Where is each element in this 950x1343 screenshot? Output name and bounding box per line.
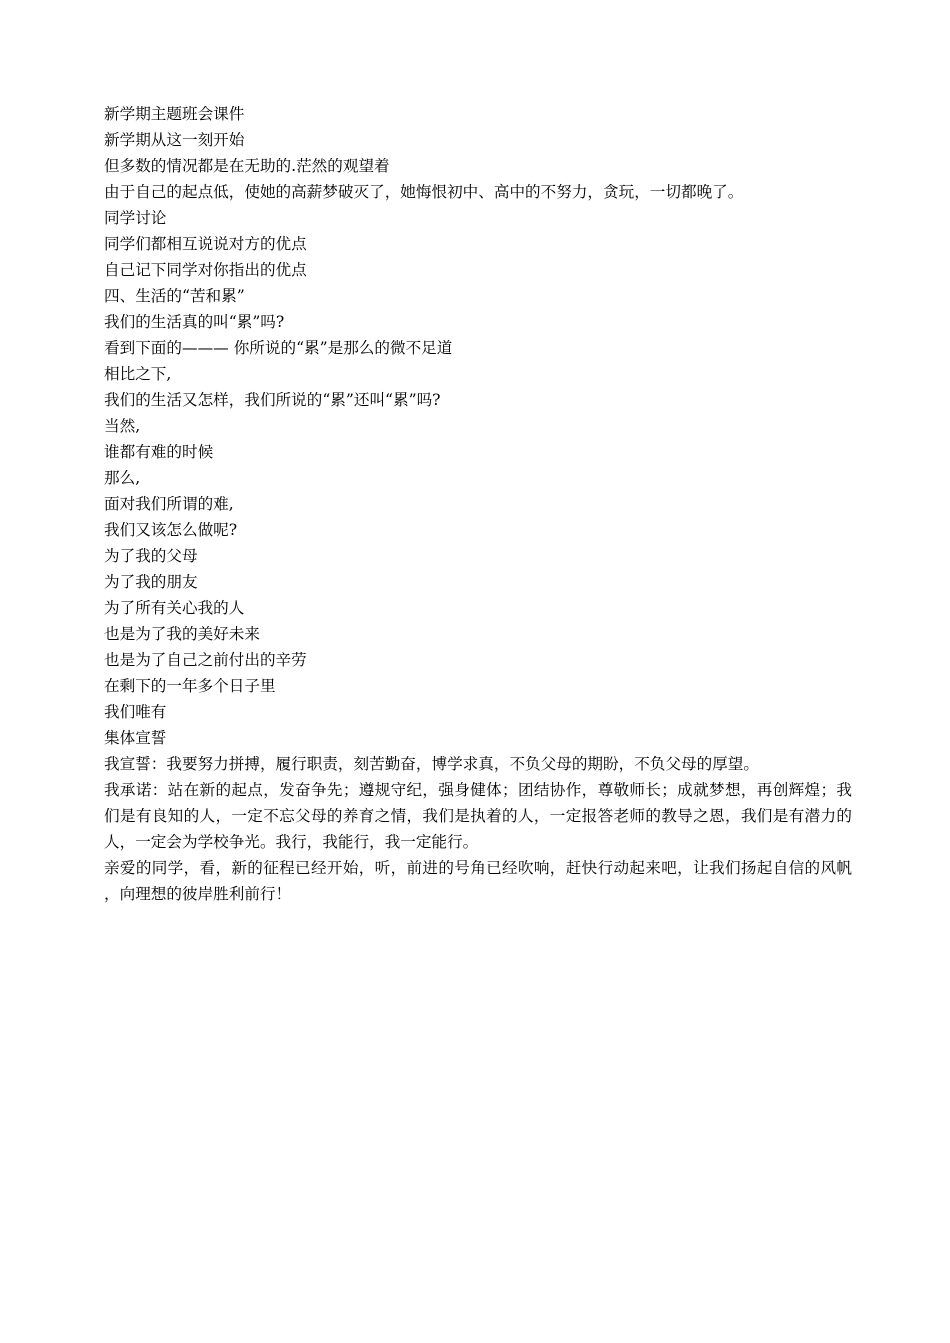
document-page (104, 101, 852, 907)
text-line: 同学们都相互说说对方的优点 (104, 235, 307, 253)
text-line: 在剩下的一年多个日子里 (104, 677, 276, 695)
text-line: 那么, (104, 469, 141, 487)
text-line: 为了所有关心我的人 (104, 599, 245, 617)
text-line: 但多数的情况都是在无助的.茫然的观望着 (104, 157, 390, 175)
text-line: 为了我的父母 (104, 547, 198, 565)
text-line: 我们又该怎么做呢? (104, 521, 238, 539)
text-line: 自己记下同学对你指出的优点 (104, 261, 307, 279)
pledge-paragraph: 我承诺：站在新的起点，发奋争先；遵规守纪，强身健体；团结协作，尊敬师长；成就梦想，再创辉煌；我们是有良知的人，一定不忘父母的养育之情，我们是执着的人，一定报答老师的教导之恩，我们是有潜力的人，一定会为学校争光。我行，我能行，我一定能行。 (104, 781, 852, 851)
text-line: 也是为了自己之前付出的辛劳 (104, 651, 307, 669)
text-line: 面对我们所谓的难, (104, 495, 234, 513)
text-line: 我们唯有 (104, 703, 167, 721)
closing-paragraph: 亲爱的同学，看，新的征程已经开始，听，前进的号角已经吹响，赶快行动起来吧，让我们扬起自信的风帆，向理想的彼岸胜利前行！ (104, 859, 852, 903)
section-heading: 同学讨论 (104, 209, 167, 227)
text-line: 我们的生活真的叫“累”吗? (104, 313, 285, 331)
document-title: 新学期主题班会课件 (104, 105, 245, 123)
section-heading: 四、生活的“苦和累” (104, 287, 245, 305)
section-heading: 集体宣誓 (104, 729, 167, 747)
text-line: 为了我的朋友 (104, 573, 198, 591)
text-line: 我宣誓：我要努力拼搏，履行职责，刻苦勤奋，博学求真，不负父母的期盼，不负父母的厚望。 (104, 755, 759, 773)
text-line: 新学期从这一刻开始 (104, 131, 245, 149)
text-line: 我们的生活又怎样，我们所说的“累”还叫“累”吗? (104, 391, 441, 409)
text-line: 谁都有难的时候 (104, 443, 214, 461)
text-line: 看到下面的——— 你所说的“累”是那么的微不足道 (104, 339, 453, 357)
text-line: 当然, (104, 417, 141, 435)
text-line: 由于自己的起点低，使她的高薪梦破灭了，她悔恨初中、高中的不努力，贪玩，一切都晚了。 (104, 183, 744, 201)
text-line: 也是为了我的美好未来 (104, 625, 260, 643)
text-line: 相比之下, (104, 365, 172, 383)
